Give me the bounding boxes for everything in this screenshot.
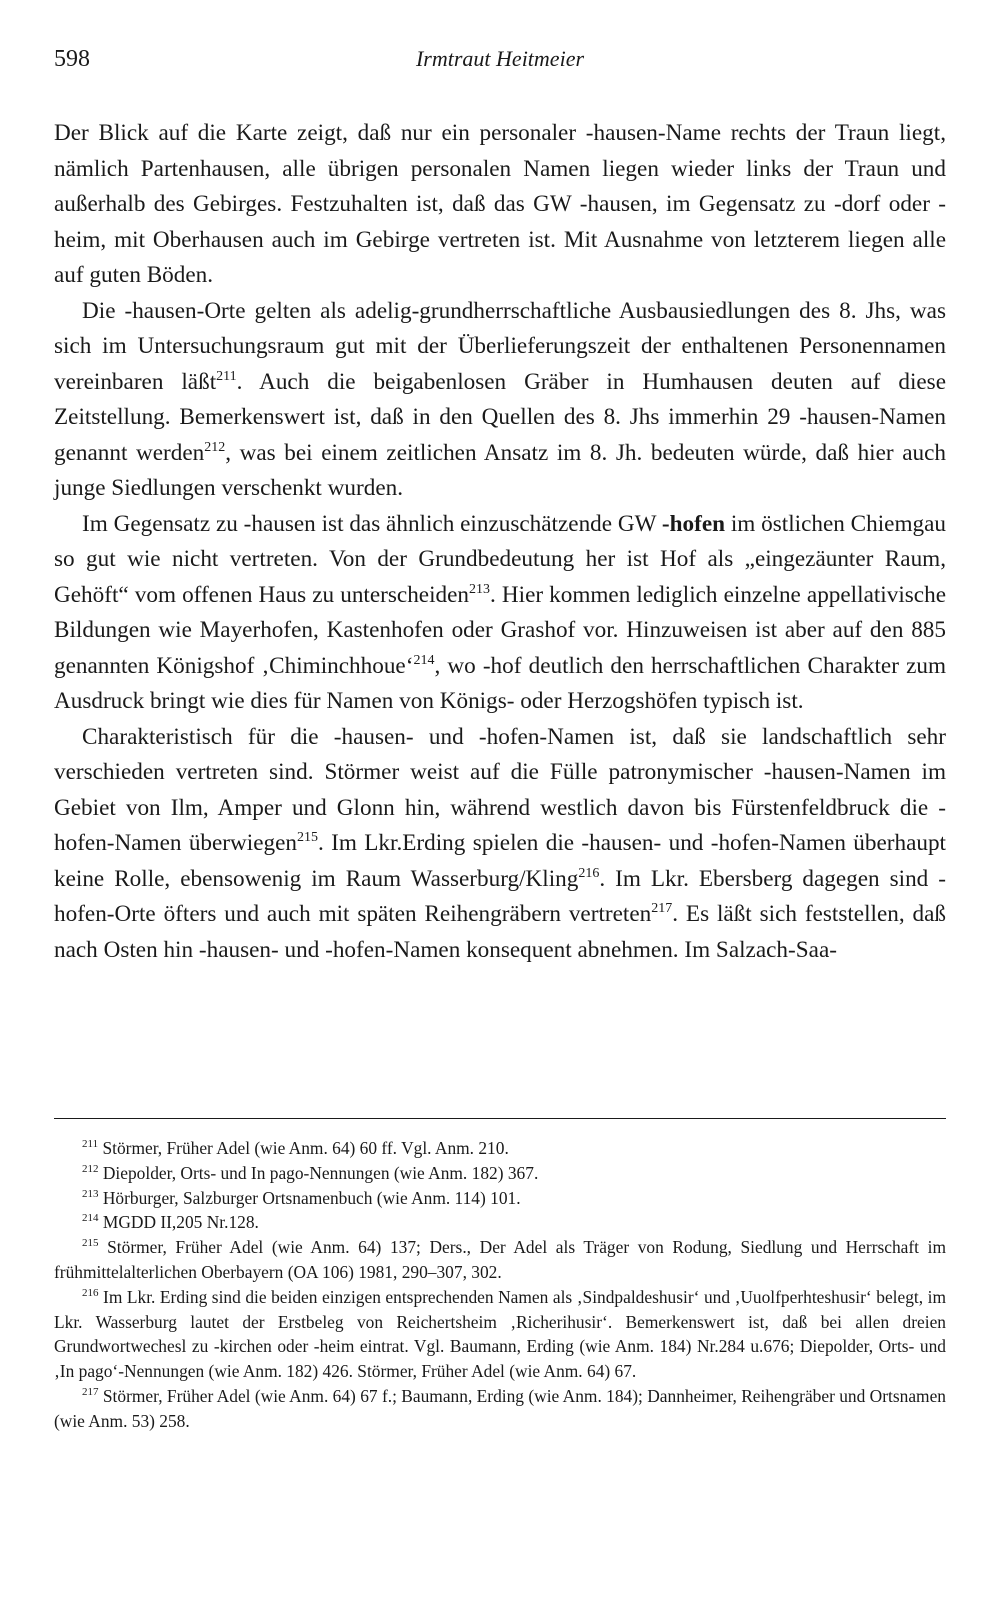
footnote-ref-215[interactable]: 215 xyxy=(297,830,318,845)
paragraph-3: Im Gegensatz zu -hausen ist das ähnlich einzuschätzende GW -hofen im östlichen Chiemgau so gut wie nicht vertreten. Von der Grundbedeutung her ist Hof als „eingezäunter Raum, Gehöft“ vom offenen Haus zu unterscheiden$^{213}$. Hier kommen lediglich einzelne appellativische Bildungen wie Mayerhofen, Kastenhofen oder Grashof vor. Hinzuweisen ist aber auf den 885 genannten Königshof ‚Chiminchhoue‘$^{214}$, wo -hof deutlich den herrschaftlichen Charakter zum Ausdruck bringt wie dies für Namen von Königs- oder Herzogshöfen typisch ist. xyxy=(54,510,946,714)
footnote-212: $^{212}$ Diepolder, Orts- und In pago-Nennungen (wie Anm. 182) 367. xyxy=(82,1162,539,1183)
footnote-ref-213[interactable]: 213 xyxy=(469,581,490,597)
footnote-ref-216[interactable]: 216 xyxy=(578,865,600,881)
footnote-215: $^{215}$ Störmer, Früher Adel (wie Anm. 64) 137; Ders., Der Adel als Träger von Rodung, Siedlung und Herrschaft im frühmittelalterlichen Oberbayern (OA 106) 1981, 290–307, 302. xyxy=(54,1237,946,1282)
running-title: Irmtraut Heitmeier xyxy=(415,46,585,71)
footnote-217: $^{217}$ Störmer, Früher Adel (wie Anm. 64) 67 f.; Baumann, Erding (wie Anm. 184); Dannheimer, Reihengräber und Ortsnamen (wie Anm. 53) 258. xyxy=(54,1385,946,1431)
paragraph-2: Die -hausen-Orte gelten als adelig-grundherrschaftliche Ausbausiedlungen des 8. Jhs, was sich im Untersuchungsraum gut mit der Überlieferungszeit der enthaltenen Personennamen vereinbaren läßt$^{211}$. Auch die beigabenlosen Gräber in Humhausen deuten auf diese Zeitstellung. Bemerkenswert ist, daß in den Quellen des 8. Jhs immerhin 29 -hausen-Namen genannt werden$^{212}$, was bei einem zeitlichen Ansatz im 8. Jh. bedeuten würde, daß hier auch junge Siedlungen verschenkt wurden. xyxy=(54,297,946,501)
footnote-211: $^{211}$ Störmer, Früher Adel (wie Anm. 64) 60 ff. Vgl. Anm. 210. xyxy=(82,1138,509,1158)
main-text xyxy=(54,116,946,968)
footnote-216: $^{216}$ Im Lkr. Erding sind die beiden einzigen entsprechenden Namen als ‚Sindpaldeshusir‘ und ‚Uuolfperhteshusir‘ belegt, im Lkr. Wasserburg lautet der Erstbeleg von Reichertsheim ‚Richerihusir‘. Bemerkenswert ist, daß bei allen dreien Grundwortwechesl zu -kirchen oder -heim eintrat. Vgl. Baumann, Erding (wie Anm. 184) Nr.284 u.676; Diepolder, Orts- und ‚In pago‘-Nennungen (wie Anm. 182) 426. Störmer, Früher Adel (wie Anm. 64) 67. xyxy=(54,1286,946,1382)
paragraph-1: Der Blick auf die Karte zeigt, daß nur ein personaler -hausen-Name rechts der Traun liegt, nämlich Partenhausen, alle übrigen personalen Namen liegen wieder links der Traun und außerhalb des Gebirges. Festzuhalten ist, daß das GW -hausen, im Gegensatz zu -dorf oder -heim, mit Oberhausen auch im Gebirge vertreten ist. Mit Ausnahme von letzterem liegen alle auf guten Böden. xyxy=(54,120,946,288)
page-number: 598 xyxy=(54,46,90,72)
footnote-ref-212[interactable]: 212 xyxy=(204,439,226,455)
footnotes xyxy=(54,1136,946,1434)
bold-term-hofen: -hofen xyxy=(661,510,726,537)
footnote-ref-217[interactable]: 217 xyxy=(651,901,673,916)
footnote-ref-214[interactable]: 214 xyxy=(413,652,435,668)
footnote-divider xyxy=(54,1118,946,1119)
footnote-ref-211[interactable]: 211 xyxy=(216,368,237,384)
footnote-214: $^{214}$ MGDD II,205 Nr.128. xyxy=(82,1212,259,1233)
page-header xyxy=(54,46,946,76)
footnote-213: $^{213}$ Hörburger, Salzburger Ortsnamenbuch (wie Anm. 114) 101. xyxy=(82,1187,521,1208)
paragraph-4: Charakteristisch für die -hausen- und -hofen-Namen ist, daß sie landschaftlich sehr verschieden vertreten sind. Störmer weist auf die Fülle patronymischer -hausen-Namen im Gebiet von Ilm, Amper und Glonn hin, während westlich davon bis Fürstenfeldbruck die -hofen-Namen überwiegen$^{215}$. Im Lkr.Erding spielen die -hausen- und -hofen-Namen überhaupt keine Rolle, ebensowenig im Raum Wasserburg/Kling$^{216}$. Im Lkr. Ebersberg dagegen sind -hofen-Orte öfters und auch mit späten Reihengräbern vertreten$^{217}$. Es läßt sich feststellen, daß nach Osten hin -hausen- und -hofen-Namen konsequent abnehmen. Im Salzach-Saa- xyxy=(54,723,946,963)
